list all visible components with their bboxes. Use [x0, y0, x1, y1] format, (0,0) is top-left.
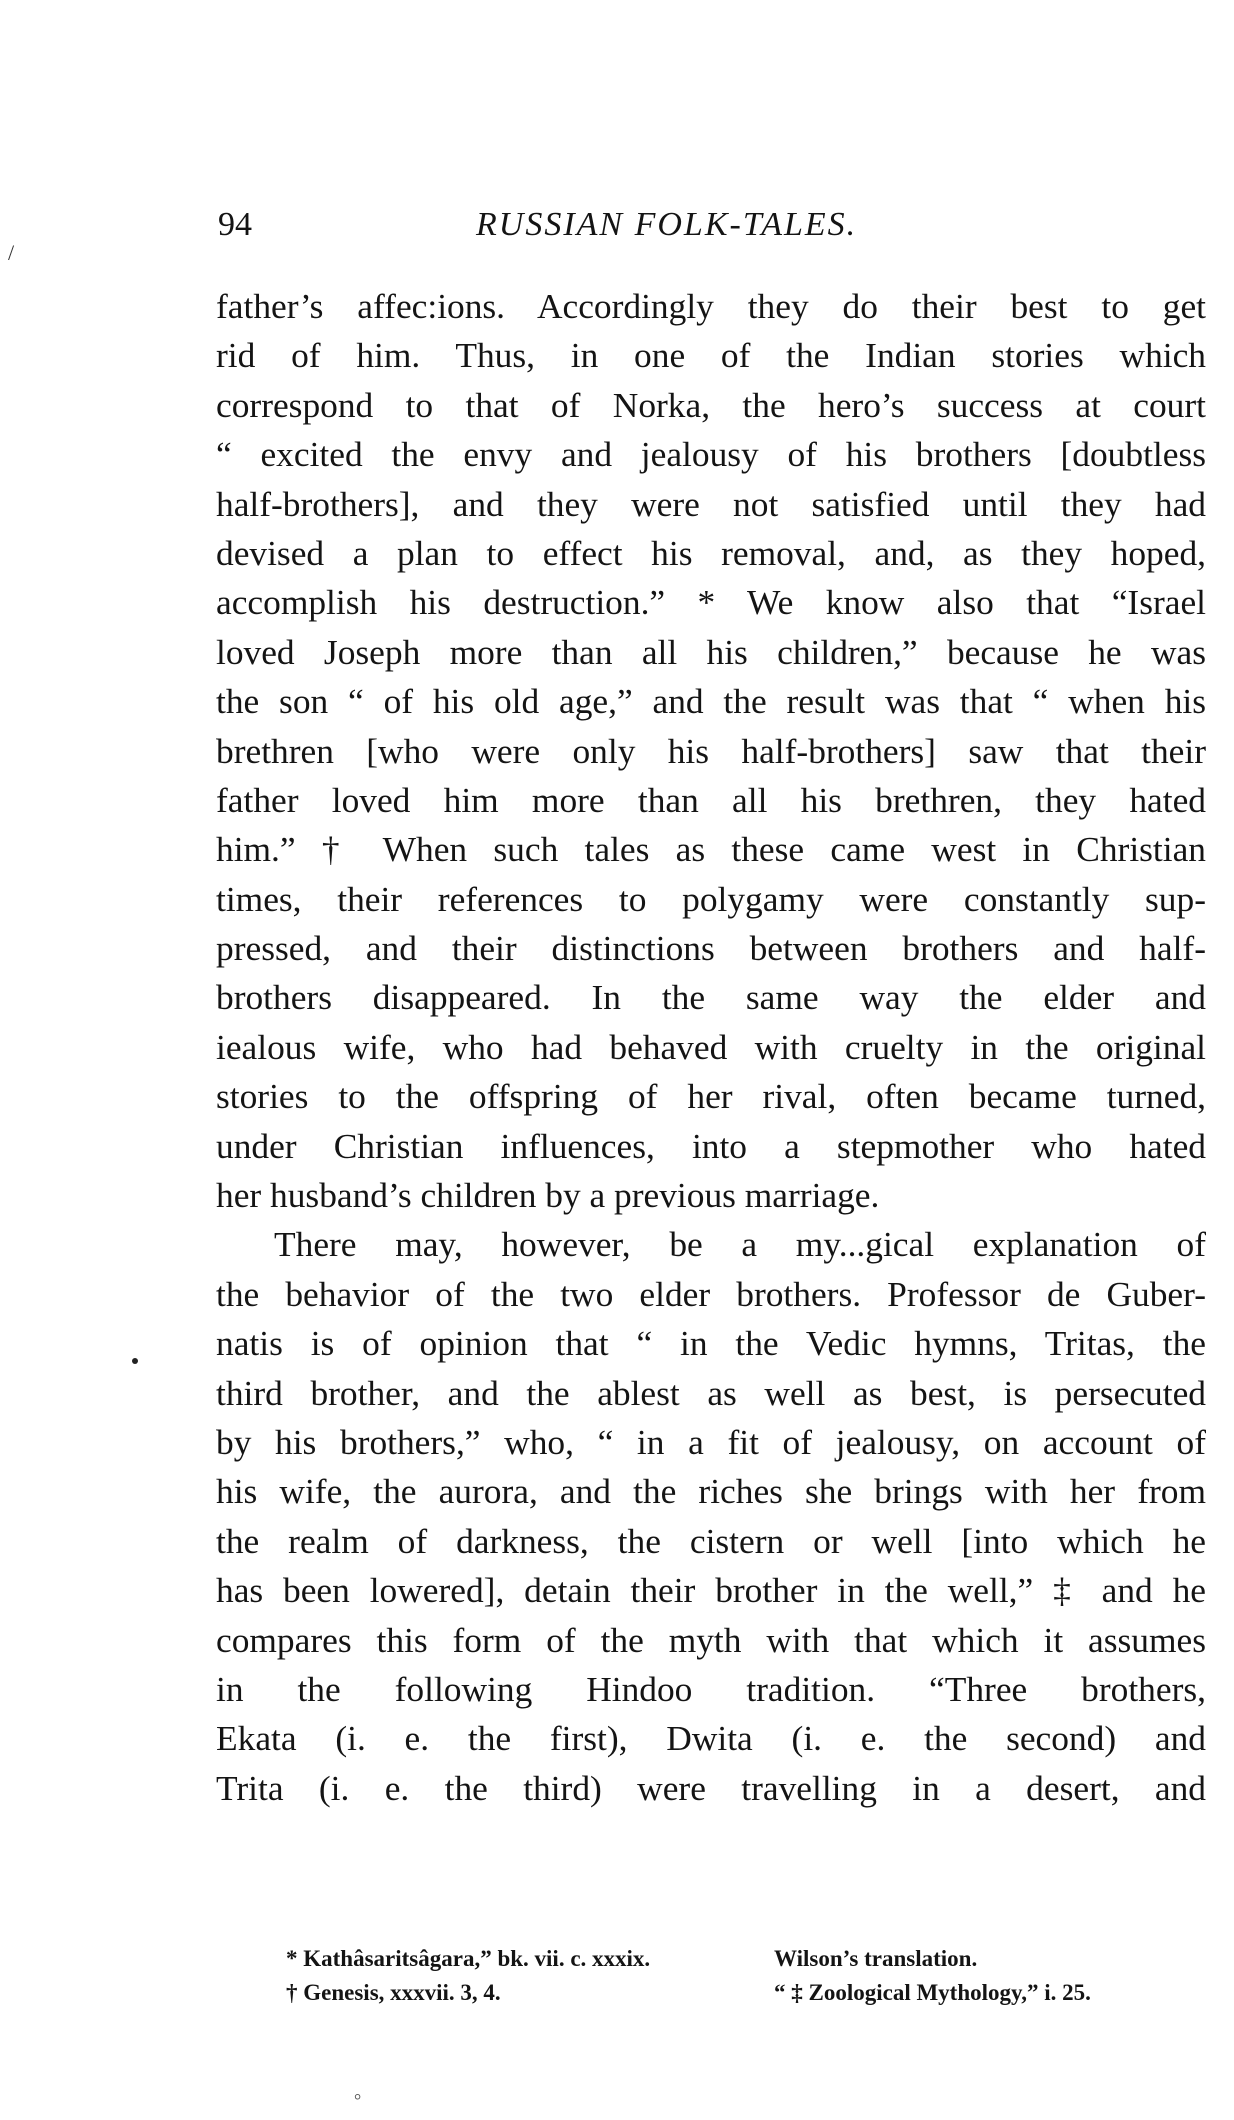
text-line: the realm of darkness, the cistern or well [into which he	[216, 1520, 1206, 1561]
text-line: Ekata (i. e. the first), Dwita (i. e. the second) and	[216, 1718, 1206, 1759]
text-line: loved Joseph more than all his children,” because he was	[216, 631, 1206, 672]
text-line: his wife, the aurora, and the riches she brings with her from	[216, 1471, 1206, 1512]
text-line: correspond to that of Norka, the hero’s success at court	[216, 384, 1206, 425]
text-line: pressed, and their distinctions between brothers and half-	[216, 928, 1206, 969]
text-line: third brother, and the ablest as well as best, is persecuted	[216, 1372, 1206, 1413]
text-line: natis is of opinion that “ in the Vedic hymns, Tritas, the	[216, 1323, 1206, 1364]
running-title: RUSSIAN FOLK-TALES.	[476, 206, 858, 243]
page-header	[218, 206, 1208, 250]
text-line: brethren [who were only his half-brothers] saw that their	[216, 730, 1206, 771]
text-line: the son “ of his old age,” and the result was that “ when his	[216, 681, 1206, 722]
text-line: under Christian influences, into a stepmother who hated	[216, 1125, 1206, 1166]
page-number: 94	[218, 206, 252, 243]
stray-mark: /	[8, 240, 15, 265]
text-line: times, their references to polygamy were constantly sup-	[216, 878, 1206, 919]
text-line: him.” † When such tales as these came west in Christian	[216, 829, 1206, 870]
margin-dot	[132, 1358, 138, 1364]
text-line: her husband’s children by a previous marriage.	[216, 1175, 880, 1216]
text-line: compares this form of the myth with that which it assumes	[216, 1619, 1206, 1660]
footnote-right: “ ‡ Zoological Mythology,” i. 25.	[774, 1980, 1091, 2005]
text-line: stories to the offspring of her rival, often became turned,	[216, 1076, 1206, 1117]
footnote-left: † Genesis, xxxvii. 3, 4.	[286, 1980, 501, 2005]
text-line: father’s affec:ions. Accordingly they do their best to get	[216, 286, 1206, 326]
text-line: half-brothers], and they were not satisfied until they had	[216, 483, 1206, 524]
text-line: “ excited the envy and jealousy of his brothers [doubtless	[216, 434, 1206, 475]
text-line: has been lowered], detain their brother in the well,” ‡ and he	[216, 1570, 1206, 1611]
text-line: the behavior of the two elder brothers. Professor de Guber-	[216, 1273, 1206, 1314]
body-text	[216, 282, 1206, 1813]
text-line: accomplish his destruction.” * We know also that “Israel	[216, 582, 1206, 623]
footnotes	[286, 1942, 1206, 2010]
text-line: Trita (i. e. the third) were travelling in a desert, and	[216, 1767, 1206, 1808]
footnote-right: Wilson’s translation.	[774, 1946, 978, 1971]
text-line: by his brothers,” who, “ in a fit of jealousy, on account of	[216, 1421, 1206, 1462]
footnote-row	[286, 1942, 1206, 1976]
small-mark: °	[354, 2090, 362, 2110]
footnote-row	[286, 1976, 1206, 2010]
text-line: There may, however, be a my...gical explanation of	[274, 1224, 1206, 1265]
footnote-left: * Kathâsaritsâgara,” bk. vii. c. xxxix.	[286, 1946, 651, 1971]
text-line: rid of him. Thus, in one of the Indian stories which	[216, 335, 1206, 376]
text-line: father loved him more than all his brethren, they hated	[216, 779, 1206, 820]
text-line: devised a plan to effect his removal, and, as they hoped,	[216, 532, 1206, 573]
text-line: brothers disappeared. In the same way the elder and	[216, 977, 1206, 1018]
text-line: iealous wife, who had behaved with cruelty in the original	[216, 1026, 1206, 1067]
text-line: in the following Hindoo tradition. “Three brothers,	[216, 1668, 1206, 1709]
